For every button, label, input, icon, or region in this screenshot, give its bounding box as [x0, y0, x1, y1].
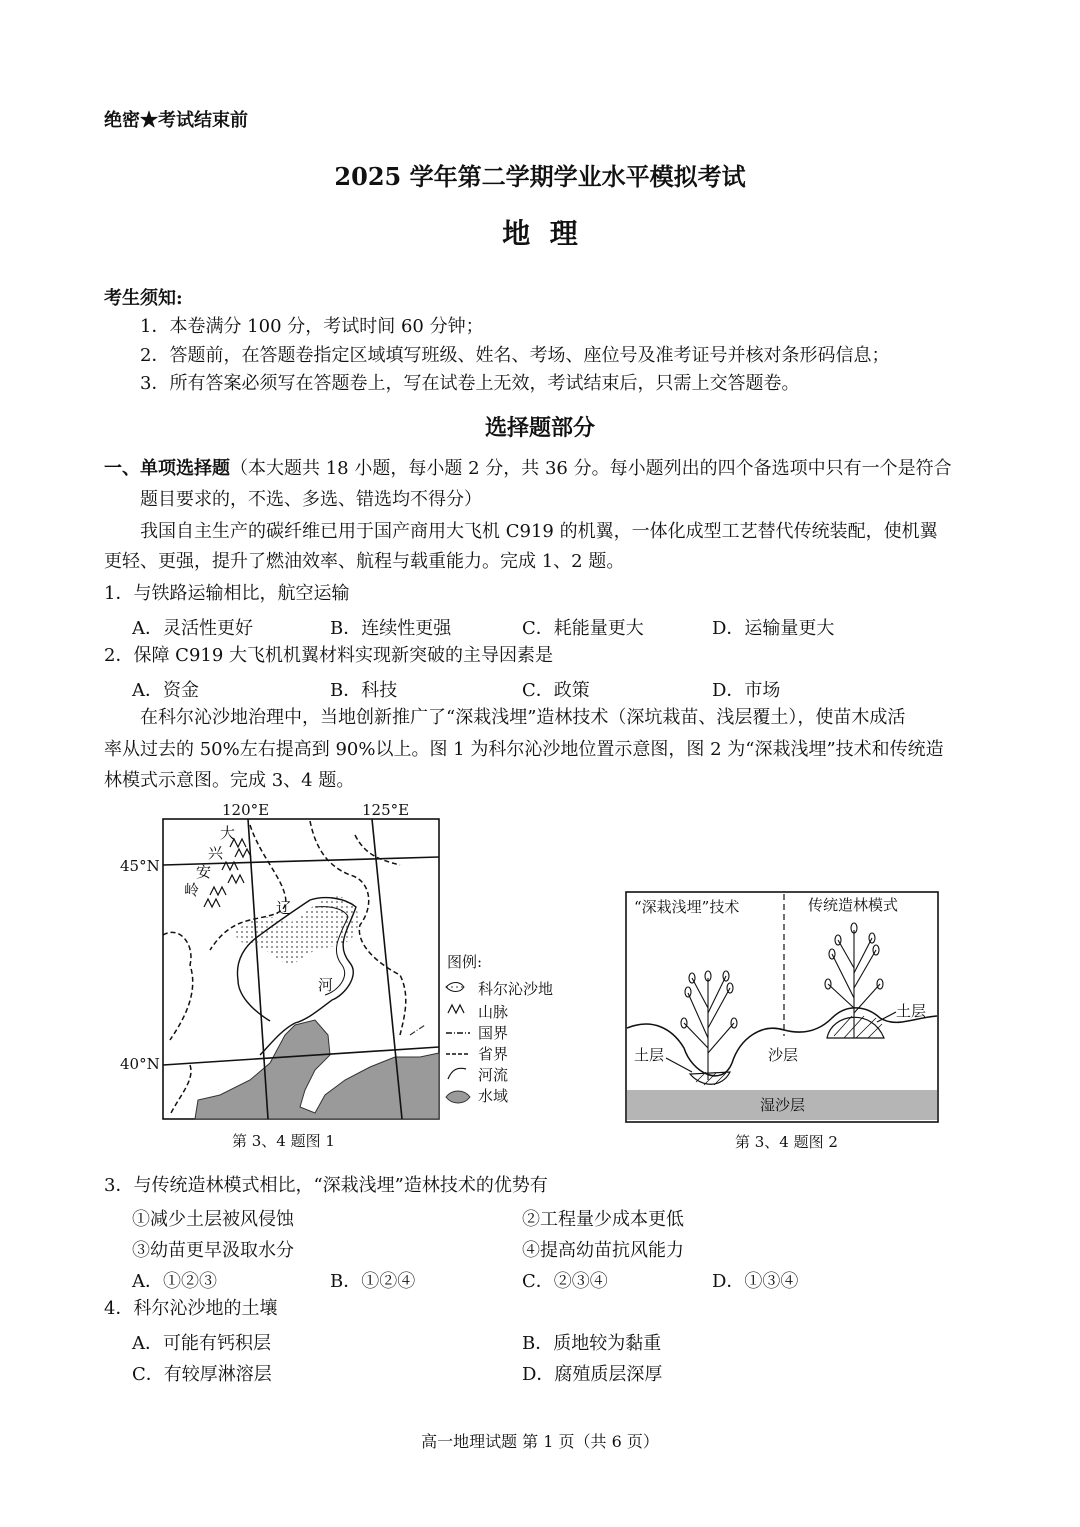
river-label: 辽 — [276, 899, 292, 917]
option-d: D．腐殖质层深厚 — [522, 1364, 663, 1385]
mountain-label: 安 — [196, 863, 212, 881]
exam-title: 2025 学年第二学期学业水平模拟考试 — [334, 162, 746, 191]
notice-heading: 考生须知: — [104, 288, 183, 309]
legend-title: 图例: — [447, 953, 483, 971]
legend-items — [446, 980, 553, 1105]
mountain-label: 兴 — [208, 844, 224, 862]
statement-item: ④提高幼苗抗风能力 — [522, 1240, 684, 1261]
option-a: A．①②③ — [132, 1271, 217, 1292]
lon-label: 125°E — [362, 801, 410, 819]
subject-title: 地 理 — [502, 217, 578, 250]
option-d: D．市场 — [712, 680, 781, 701]
sand-layer-label: 沙层 — [768, 1046, 799, 1064]
confidential-mark: 绝密★考试结束前 — [104, 110, 248, 131]
planting-technique-diagram — [622, 888, 944, 1126]
option-a: A．资金 — [132, 680, 199, 701]
diagram-frame — [626, 892, 938, 1122]
option-b: B．①②④ — [330, 1271, 416, 1292]
passage-line: 我国自主生产的碳纤维已用于国产商用大飞机 C919 的机翼，一体化成型工艺替代传统装配，使机翼 — [140, 521, 938, 542]
notice-item: 2．答题前，在答题卷指定区域填写班级、姓名、考场、座位号及准考证号并核对条形码信息； — [140, 345, 890, 366]
question-stem: 3．与传统造林模式相比，“深栽浅埋”造林技术的优势有 — [104, 1175, 548, 1196]
option-b: B．科技 — [330, 680, 398, 701]
option-a: A．可能有钙积层 — [132, 1333, 271, 1354]
figure-caption: 第 3、4 题图 1 — [232, 1132, 335, 1150]
mountain-label: 大 — [220, 824, 236, 842]
passage-line: 率从过去的 50%左右提高到 90%以上。图 1 为科尔沁沙地位置示意图，图 2 为“深栽浅埋”技术和传统造 — [104, 739, 944, 760]
mountain-label: 岭 — [184, 881, 200, 899]
svg-text:国界: 国界 — [478, 1024, 509, 1042]
passage-line: 在科尔沁沙地治理中，当地创新推广了“深栽浅埋”造林技术（深坑栽苗、浅层覆土），使苗木成活 — [140, 707, 906, 728]
option-b: B．连续性更强 — [330, 618, 452, 639]
soil-layer-label: 土层 — [896, 1002, 927, 1020]
question-stem: 2．保障 C919 大飞机机翼材料实现新突破的主导因素是 — [104, 645, 554, 666]
lat-label: 45°N — [120, 857, 160, 875]
passage-line: 林模式示意图。完成 3、4 题。 — [104, 770, 355, 791]
svg-text:水域: 水域 — [478, 1087, 509, 1105]
lat-label: 40°N — [120, 1055, 160, 1073]
svg-text:河流: 河流 — [478, 1066, 509, 1084]
part-description: 题目要求的，不选、多选、错选均不得分） — [140, 489, 482, 510]
svg-text:山脉: 山脉 — [478, 1003, 509, 1021]
soil-layer-label: 土层 — [634, 1046, 665, 1064]
question-stem: 1．与铁路运输相比，航空运输 — [104, 583, 350, 604]
option-c: C．有较厚淋溶层 — [132, 1364, 272, 1385]
option-d: D．运输量更大 — [712, 618, 835, 639]
option-c: C．耗能量更大 — [522, 618, 644, 639]
statement-item: ②工程量少成本更低 — [522, 1209, 684, 1230]
statement-item: ①减少土层被风侵蚀 — [132, 1209, 294, 1230]
svg-text:省界: 省界 — [478, 1045, 509, 1063]
statement-item: ③幼苗更早汲取水分 — [132, 1240, 294, 1261]
figure-caption: 第 3、4 题图 2 — [735, 1133, 838, 1151]
part-description: （本大题共 18 小题，每小题 2 分，共 36 分。每小题列出的四个备选项中只有一个是符合 — [230, 458, 952, 479]
option-b: B．质地较为黏重 — [522, 1333, 662, 1354]
svg-text:科尔沁沙地: 科尔沁沙地 — [478, 980, 554, 998]
river-label: 河 — [318, 976, 334, 994]
koerqin-location-map — [110, 795, 570, 1125]
passage-line: 更轻、更强，提升了燃油效率、航程与载重能力。完成 1、2 题。 — [104, 551, 625, 572]
lon-label: 120°E — [222, 801, 270, 819]
notice-item: 1．本卷满分 100 分，考试时间 60 分钟； — [140, 316, 484, 337]
right-panel-title: 传统造林模式 — [808, 896, 899, 914]
wet-sand-label: 湿沙层 — [760, 1096, 806, 1114]
left-panel-title: “深栽浅埋”技术 — [634, 898, 740, 916]
option-c: C．②③④ — [522, 1271, 608, 1292]
part-heading: 一、单项选择题 — [104, 458, 230, 479]
option-c: C．政策 — [522, 680, 590, 701]
page-footer: 高一地理试题 第 1 页（共 6 页） — [421, 1432, 659, 1451]
section-title: 选择题部分 — [484, 415, 595, 441]
option-a: A．灵活性更好 — [132, 618, 253, 639]
notice-item: 3．所有答案必须写在答题卷上，写在试卷上无效，考试结束后，只需上交答题卷。 — [140, 373, 800, 394]
question-stem: 4．科尔沁沙地的土壤 — [104, 1298, 278, 1319]
option-d: D．①③④ — [712, 1271, 799, 1292]
